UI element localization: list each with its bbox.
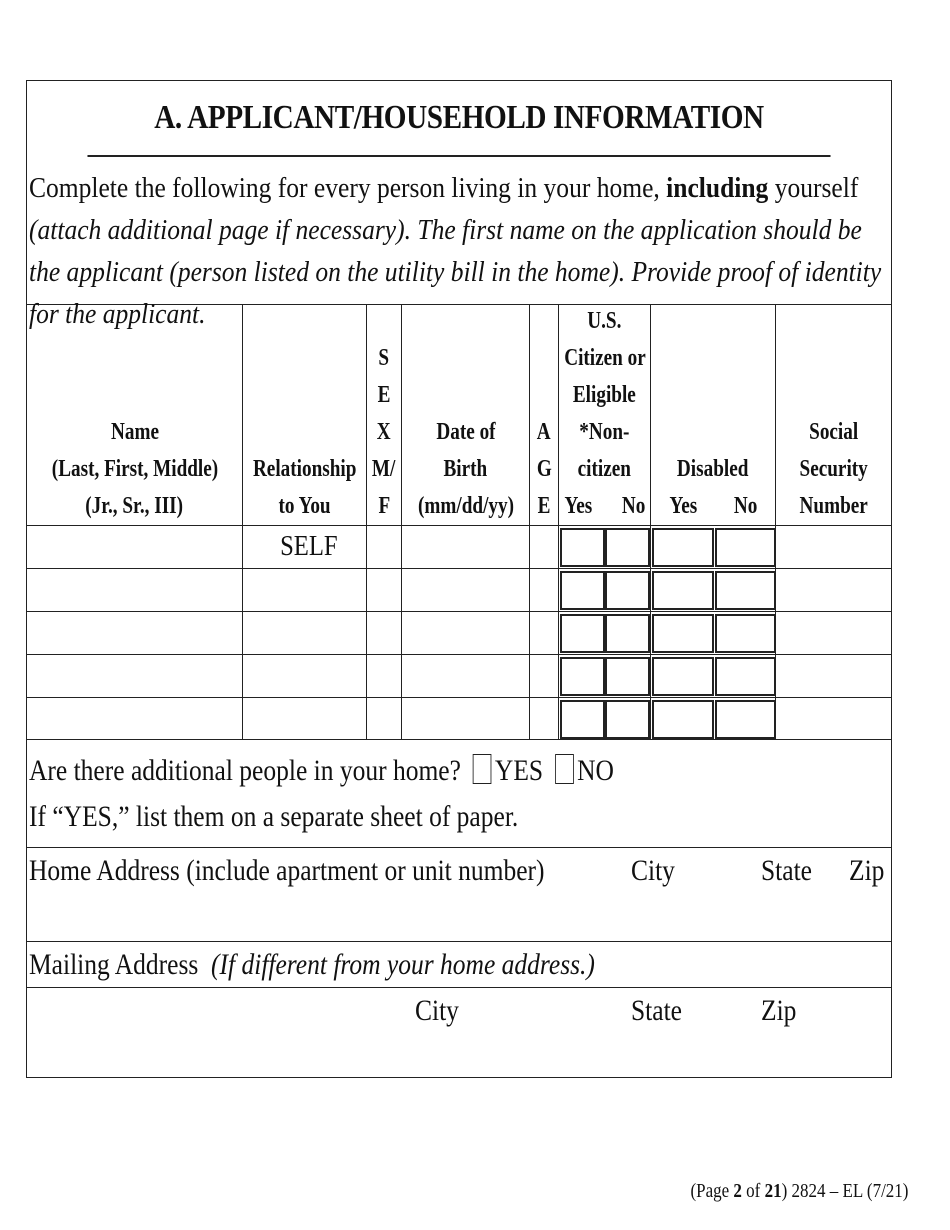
age-cell[interactable] — [530, 698, 559, 740]
age-cell[interactable] — [530, 655, 559, 697]
header-ssn — [776, 305, 891, 525]
disabled-no-box[interactable] — [715, 528, 776, 567]
name-cell[interactable] — [27, 612, 243, 654]
header-relationship-line: Relationship — [252, 456, 357, 482]
dob-cell[interactable] — [402, 698, 530, 740]
mailing-address-note: (If different from your home address.) — [211, 948, 595, 981]
header-citizen-line: citizen — [577, 456, 632, 482]
header-age-line: G — [536, 456, 552, 482]
header-age-line: E — [537, 493, 551, 519]
relationship-cell[interactable] — [243, 612, 367, 654]
page-footer — [690, 1180, 908, 1203]
header-ssn-line: Security — [799, 456, 868, 482]
age-cell[interactable] — [530, 612, 559, 654]
header-sex-line: S — [378, 345, 390, 371]
table-row — [27, 568, 891, 611]
home-city-label: City — [631, 854, 675, 887]
mailing-address-header — [27, 941, 891, 987]
instructions-bold: including — [666, 172, 769, 204]
mailing-city-label: City — [415, 994, 459, 1027]
citizen-no-box[interactable] — [605, 614, 650, 653]
disabled-no-box[interactable] — [715, 571, 776, 610]
additional-question: Are there additional people in your home? — [29, 754, 461, 787]
instructions-text: Complete the following for every person living in your home, — [29, 172, 667, 204]
name-cell[interactable] — [27, 526, 243, 568]
dob-cell[interactable] — [402, 569, 530, 611]
additional-question-line — [29, 748, 762, 794]
dob-cell[interactable] — [402, 526, 530, 568]
sex-cell[interactable] — [367, 655, 402, 697]
table-row — [27, 525, 891, 568]
header-citizen-line: Citizen or — [563, 345, 646, 371]
age-cell[interactable] — [530, 526, 559, 568]
citizen-yes-box[interactable] — [560, 614, 605, 653]
disabled-yes-box[interactable] — [652, 657, 714, 696]
household-form — [26, 80, 892, 1078]
header-citizen — [559, 305, 651, 525]
header-citizen-yes: Yes — [564, 493, 593, 519]
footer-total: 21 — [764, 1180, 782, 1202]
disabled-yes-box[interactable] — [652, 614, 714, 653]
section-title — [87, 81, 830, 157]
table-row — [27, 654, 891, 697]
disabled-no-box[interactable] — [715, 657, 776, 696]
sex-cell[interactable] — [367, 569, 402, 611]
citizen-yes-box[interactable] — [560, 528, 605, 567]
header-sex-line: F — [378, 493, 390, 519]
dob-cell[interactable] — [402, 612, 530, 654]
header-name-line: (Jr., Sr., III) — [85, 493, 184, 519]
header-citizen-no: No — [621, 493, 646, 519]
sex-cell[interactable] — [367, 612, 402, 654]
name-cell[interactable] — [27, 698, 243, 740]
mailing-address-label: Mailing Address — [29, 948, 199, 981]
disabled-yes-box[interactable] — [652, 571, 714, 610]
yes-label: YES — [494, 754, 544, 787]
instructions-text-2: yourself — [768, 172, 859, 204]
ssn-cell[interactable] — [776, 569, 891, 611]
header-age — [530, 305, 559, 525]
citizen-no-box[interactable] — [605, 700, 650, 739]
header-disabled — [651, 305, 776, 525]
header-relationship — [243, 305, 367, 525]
mailing-state-label: State — [631, 994, 682, 1027]
sex-cell[interactable] — [367, 526, 402, 568]
table-row — [27, 697, 891, 740]
home-zip-label: Zip — [849, 854, 885, 887]
mailing-address-field[interactable] — [27, 987, 891, 1079]
name-cell[interactable] — [27, 655, 243, 697]
header-disabled-yes: Yes — [669, 493, 698, 519]
citizen-yes-box[interactable] — [560, 571, 605, 610]
relationship-cell[interactable] — [243, 655, 367, 697]
no-checkbox[interactable] — [555, 754, 574, 784]
header-age-line: A — [537, 419, 551, 445]
header-citizen-line: *Non- — [579, 419, 630, 445]
header-name-line: (Last, First, Middle) — [51, 456, 218, 482]
section-title-text: A. APPLICANT/HOUSEHOLD INFORMATION — [154, 99, 764, 136]
ssn-cell[interactable] — [776, 655, 891, 697]
disabled-yes-box[interactable] — [652, 700, 714, 739]
footer-page: 2 — [732, 1180, 742, 1202]
table-row — [27, 611, 891, 654]
age-cell[interactable] — [530, 569, 559, 611]
home-address-label: Home Address (include apartment or unit number) — [29, 854, 545, 887]
header-sex — [367, 305, 402, 525]
header-dob-line: (mm/dd/yy) — [417, 493, 514, 519]
footer-suffix: ) 2824 – EL (7/21) — [781, 1180, 908, 1202]
header-disabled-label: Disabled — [677, 456, 749, 482]
self-label: SELF — [280, 530, 338, 562]
citizen-no-box[interactable] — [605, 571, 650, 610]
relationship-cell[interactable] — [243, 698, 367, 740]
no-label: NO — [577, 754, 614, 787]
header-citizen-line: U.S. — [587, 308, 622, 334]
header-ssn-line: Number — [799, 493, 868, 519]
header-citizen-line: Eligible — [573, 382, 636, 408]
citizen-yes-box[interactable] — [560, 657, 605, 696]
header-sex-line: M/ — [372, 456, 396, 482]
header-dob-line: Date of — [435, 419, 496, 445]
additional-note: If “YES,” list them on a separate sheet of paper. — [29, 800, 519, 833]
disabled-no-box[interactable] — [715, 614, 776, 653]
relationship-cell[interactable] — [243, 569, 367, 611]
header-sex-line: E — [377, 382, 391, 408]
yes-checkbox[interactable] — [473, 754, 492, 784]
header-dob-line: Birth — [443, 456, 488, 482]
header-name — [27, 305, 243, 525]
instructions-italic: (attach additional page if necessary). The first name on the application should be the applicant (person listed on the utility bill in the home). Provide proof of identity for the applicant. — [29, 214, 882, 330]
footer-of: of — [741, 1180, 765, 1202]
header-disabled-no: No — [733, 493, 758, 519]
header-relationship-line: to You — [278, 493, 331, 519]
home-state-label: State — [761, 854, 812, 887]
footer-prefix: (Page — [690, 1180, 733, 1202]
citizen-no-box[interactable] — [605, 657, 650, 696]
additional-people — [27, 739, 891, 847]
home-address-field[interactable] — [27, 847, 891, 941]
header-sex-line: X — [377, 419, 391, 445]
ssn-cell[interactable] — [776, 698, 891, 740]
mailing-address-label-line — [29, 948, 595, 982]
mailing-zip-label: Zip — [761, 994, 797, 1027]
citizen-yes-box[interactable] — [560, 700, 605, 739]
disabled-yes-box[interactable] — [652, 528, 714, 567]
dob-cell[interactable] — [402, 655, 530, 697]
header-ssn-line: Social — [808, 419, 859, 445]
ssn-cell[interactable] — [776, 526, 891, 568]
citizen-no-box[interactable] — [605, 528, 650, 567]
disabled-no-box[interactable] — [715, 700, 776, 739]
sex-cell[interactable] — [367, 698, 402, 740]
name-cell[interactable] — [27, 569, 243, 611]
ssn-cell[interactable] — [776, 612, 891, 654]
header-name-line: Name — [110, 419, 159, 445]
header-dob — [402, 305, 530, 525]
